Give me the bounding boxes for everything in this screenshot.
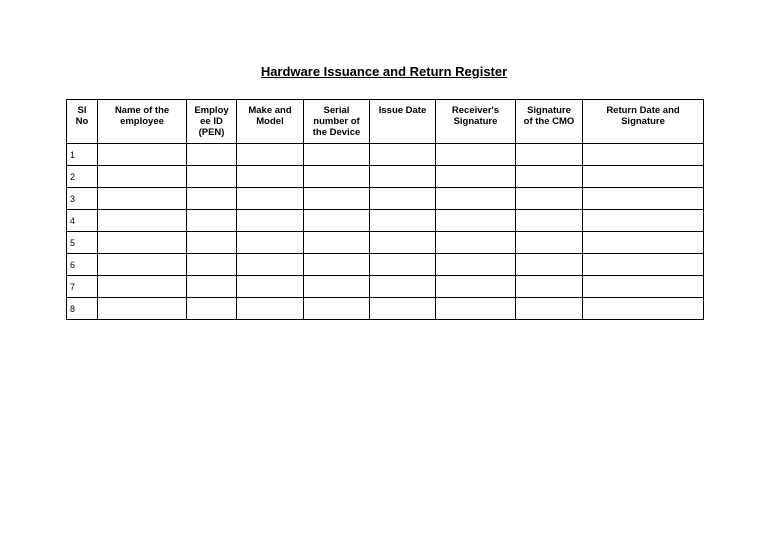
cell-cmo-signature[interactable] — [516, 144, 583, 166]
cell-make-model[interactable] — [237, 144, 304, 166]
table-row — [67, 254, 704, 276]
cell-return-date-signature[interactable] — [583, 232, 704, 254]
cell-receiver-signature[interactable] — [436, 210, 516, 232]
header-row — [67, 100, 704, 144]
cell-return-date-signature[interactable] — [583, 166, 704, 188]
cell-return-date-signature[interactable] — [583, 188, 704, 210]
cell-make-model[interactable] — [237, 188, 304, 210]
cell-receiver-signature[interactable] — [436, 232, 516, 254]
cell-employee-name[interactable] — [98, 144, 187, 166]
cell-issue-date[interactable] — [370, 232, 436, 254]
cell-serial-number[interactable] — [304, 188, 370, 210]
cell-employee-id[interactable] — [187, 232, 237, 254]
header-employee-name: Name of the employee — [98, 100, 187, 144]
cell-serial-number[interactable] — [304, 210, 370, 232]
cell-employee-id[interactable] — [187, 166, 237, 188]
cell-return-date-signature[interactable] — [583, 254, 704, 276]
cell-issue-date[interactable] — [370, 254, 436, 276]
cell-receiver-signature[interactable] — [436, 298, 516, 320]
cell-employee-name[interactable] — [98, 254, 187, 276]
cell-sl-no: 2 — [67, 166, 98, 188]
cell-employee-id[interactable] — [187, 276, 237, 298]
cell-issue-date[interactable] — [370, 298, 436, 320]
header-return-date-signature: Return Date and Signature — [583, 100, 704, 144]
header-receiver-signature: Receiver's Signature — [436, 100, 516, 144]
cell-cmo-signature[interactable] — [516, 188, 583, 210]
cell-sl-no: 7 — [67, 276, 98, 298]
cell-receiver-signature[interactable] — [436, 144, 516, 166]
register-table — [66, 99, 704, 320]
page-title: Hardware Issuance and Return Register — [260, 64, 508, 79]
cell-employee-name[interactable] — [98, 298, 187, 320]
cell-employee-id[interactable] — [187, 188, 237, 210]
cell-return-date-signature[interactable] — [583, 298, 704, 320]
cell-make-model[interactable] — [237, 276, 304, 298]
cell-make-model[interactable] — [237, 210, 304, 232]
cell-employee-id[interactable] — [187, 144, 237, 166]
cell-employee-name[interactable] — [98, 232, 187, 254]
table-row — [67, 232, 704, 254]
cell-serial-number[interactable] — [304, 254, 370, 276]
cell-issue-date[interactable] — [370, 166, 436, 188]
cell-cmo-signature[interactable] — [516, 232, 583, 254]
cell-receiver-signature[interactable] — [436, 254, 516, 276]
header-make-model: Make and Model — [237, 100, 304, 144]
cell-receiver-signature[interactable] — [436, 276, 516, 298]
table-row — [67, 210, 704, 232]
cell-sl-no: 4 — [67, 210, 98, 232]
table-row — [67, 276, 704, 298]
cell-serial-number[interactable] — [304, 232, 370, 254]
cell-make-model[interactable] — [237, 232, 304, 254]
cell-serial-number[interactable] — [304, 144, 370, 166]
cell-cmo-signature[interactable] — [516, 298, 583, 320]
cell-receiver-signature[interactable] — [436, 166, 516, 188]
cell-employee-name[interactable] — [98, 210, 187, 232]
cell-sl-no: 1 — [67, 144, 98, 166]
cell-serial-number[interactable] — [304, 298, 370, 320]
cell-return-date-signature[interactable] — [583, 144, 704, 166]
cell-cmo-signature[interactable] — [516, 210, 583, 232]
cell-sl-no: 6 — [67, 254, 98, 276]
header-cmo-signature: Signature of the CMO — [516, 100, 583, 144]
cell-employee-name[interactable] — [98, 188, 187, 210]
cell-make-model[interactable] — [237, 166, 304, 188]
cell-receiver-signature[interactable] — [436, 188, 516, 210]
cell-employee-id[interactable] — [187, 298, 237, 320]
header-sl-no: Sl No — [67, 100, 98, 144]
header-serial-number: Serial number of the Device — [304, 100, 370, 144]
cell-issue-date[interactable] — [370, 144, 436, 166]
table-row — [67, 188, 704, 210]
cell-employee-id[interactable] — [187, 210, 237, 232]
cell-return-date-signature[interactable] — [583, 276, 704, 298]
cell-serial-number[interactable] — [304, 166, 370, 188]
cell-serial-number[interactable] — [304, 276, 370, 298]
table-row — [67, 298, 704, 320]
cell-employee-name[interactable] — [98, 276, 187, 298]
cell-employee-id[interactable] — [187, 254, 237, 276]
cell-make-model[interactable] — [237, 254, 304, 276]
cell-sl-no: 3 — [67, 188, 98, 210]
cell-sl-no: 5 — [67, 232, 98, 254]
cell-cmo-signature[interactable] — [516, 254, 583, 276]
cell-issue-date[interactable] — [370, 276, 436, 298]
cell-employee-name[interactable] — [98, 166, 187, 188]
cell-cmo-signature[interactable] — [516, 166, 583, 188]
cell-return-date-signature[interactable] — [583, 210, 704, 232]
cell-issue-date[interactable] — [370, 210, 436, 232]
table-row — [67, 166, 704, 188]
table-row — [67, 144, 704, 166]
header-employee-id: Employ ee ID (PEN) — [187, 100, 237, 144]
cell-sl-no: 8 — [67, 298, 98, 320]
cell-cmo-signature[interactable] — [516, 276, 583, 298]
cell-issue-date[interactable] — [370, 188, 436, 210]
cell-make-model[interactable] — [237, 298, 304, 320]
header-issue-date: Issue Date — [370, 100, 436, 144]
